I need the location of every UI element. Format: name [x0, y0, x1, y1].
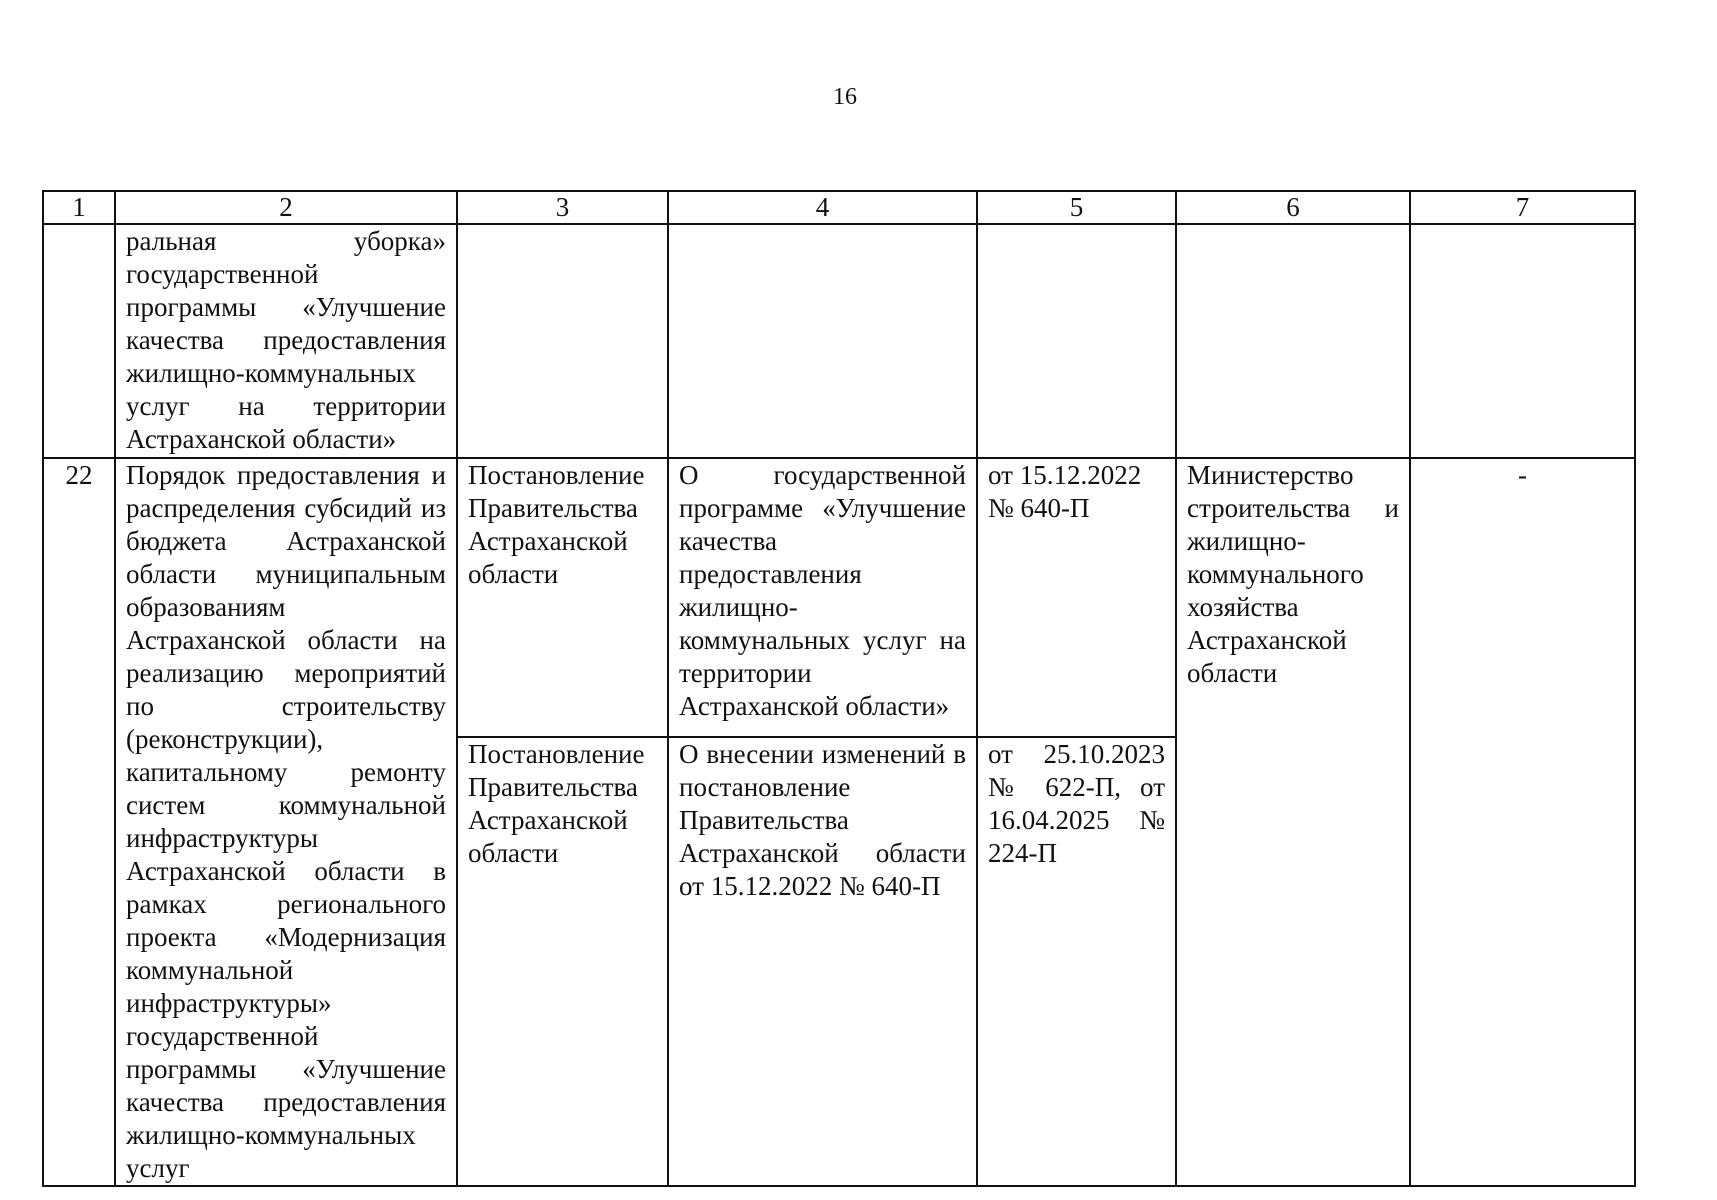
page-number: 16 [833, 84, 857, 110]
column-header-6: 6 [1176, 191, 1410, 224]
column-header-4: 4 [668, 191, 977, 224]
table-header-row [43, 191, 1635, 224]
table-row-22-first [43, 458, 1635, 737]
continuation-col2: ральная уборка» государственной программы «Улучшение качества предоставления жилищно-коммунальных услуг на территории Астраханской области» [115, 224, 457, 458]
continuation-col4 [668, 224, 977, 458]
table-row-continuation [43, 224, 1635, 458]
row-22-act-1-date: от 15.12.2022 № 640-П [977, 458, 1176, 737]
row-22-number: 22 [43, 458, 115, 1186]
continuation-col7 [1410, 224, 1635, 458]
row-22-act-2-date: от 25.10.2023 № 622-П, от 16.04.2025 № 224-П [977, 737, 1176, 1186]
column-header-3: 3 [457, 191, 668, 224]
row-22-act-1-type: Постановление Правительства Астраханской области [457, 458, 668, 737]
row-22-responsible: Министерство строительства и жилищно-коммунального хозяйства Астраханской области [1176, 458, 1410, 1186]
column-header-5: 5 [977, 191, 1176, 224]
row-22-note: - [1410, 458, 1635, 1186]
column-header-2: 2 [115, 191, 457, 224]
row-22-name: Порядок предоставления и распределения субсидий из бюджета Астраханской области муниципальным образованиям Астраханской области на реализацию мероприятий по строительству (реконструкции), капитальному ремонту систем коммунальной инфраструктуры Астраханской области в рамках регионального проекта «Модернизация коммунальной инфраструктуры» государственной программы «Улучшение качества предоставления жилищно-коммунальных услуг [115, 458, 457, 1186]
continuation-col6 [1176, 224, 1410, 458]
row-22-act-1-title: О государственной программе «Улучшение качества предоставления жилищно-коммунальных услуг на территории Астраханской области» [668, 458, 977, 737]
document-table [42, 190, 1636, 1187]
continuation-col3 [457, 224, 668, 458]
continuation-col1 [43, 224, 115, 458]
column-header-7: 7 [1410, 191, 1635, 224]
column-header-1: 1 [43, 191, 115, 224]
row-22-act-2-title: О внесении изменений в постановление Правительства Астраханской области от 15.12.2022 № 640-П [668, 737, 977, 1186]
continuation-col5 [977, 224, 1176, 458]
row-22-act-2-type: Постановление Правительства Астраханской области [457, 737, 668, 1186]
